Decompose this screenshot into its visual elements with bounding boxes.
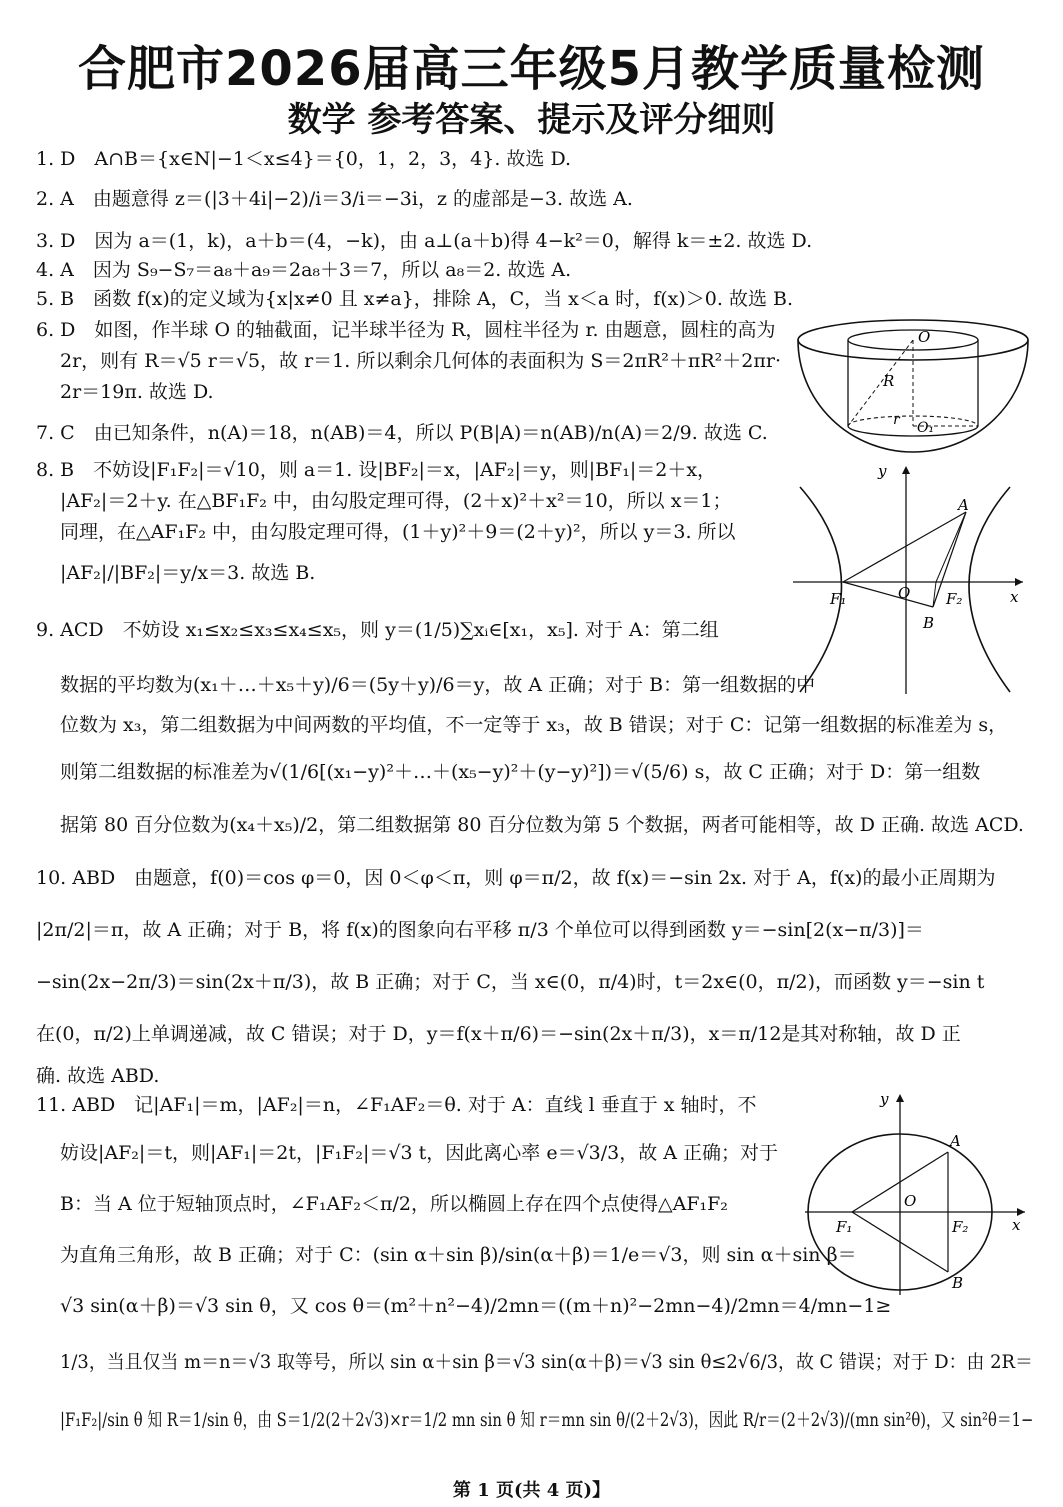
- answer-1: 1. D A∩B＝{x∈N|−1＜x≤4}＝{0，1，2，3，4}. 故选 D.: [36, 148, 572, 170]
- label-o: O: [918, 328, 931, 346]
- label-a: A: [950, 1132, 961, 1150]
- answer-10-cont: 确. 故选 ABD.: [36, 1065, 160, 1087]
- label-f2: F₂: [946, 590, 963, 608]
- answer-6-cont: 2r，则有 R＝√5 r＝√5，故 r＝1. 所以剩余几何体的表面积为 S＝2πR²＋πR²＋2πr·: [60, 350, 781, 372]
- label-x: x: [1010, 588, 1019, 606]
- label-f1: F₁: [830, 590, 847, 608]
- answer-4: 4. A 因为 S₉−S₇＝a₈＋a₉＝2a₈＋3＝7，所以 a₈＝2. 故选 A.: [36, 259, 572, 281]
- page-title: 合肥市2026届高三年级5月教学质量检测: [78, 41, 985, 97]
- answer-11-cont: B：当 A 位于短轴顶点时，∠F₁AF₂＜π/2，所以椭圆上存在四个点使得△AF₁F₂: [60, 1193, 728, 1215]
- label-o1: O₁: [917, 420, 935, 436]
- answer-10-cont: |2π/2|＝π，故 A 正确；对于 B，将 f(x)的图象向右平移 π/3 个单位可以得到函数 y＝−sin[2(x−π/3)]＝: [36, 919, 924, 941]
- answer-10-cont: −sin(2x−2π/3)＝sin(2x＋π/3)，故 B 正确；对于 C，当 x∈(0，π/4)时，t＝2x∈(0，π/2)，而函数 y＝−sin t: [36, 971, 985, 993]
- answer-3: 3. D 因为 a＝(1，k)，a＋b＝(4，−k)，由 a⊥(a＋b)得 4−k²＝0，解得 k＝±2. 故选 D.: [36, 230, 813, 252]
- answer-6: 6. D 如图，作半球 O 的轴截面，记半球半径为 R，圆柱半径为 r. 由题意，圆柱的高为: [36, 319, 776, 341]
- answer-5: 5. B 函数 f(x)的定义域为{x|x≠0 且 x≠a}，排除 A，C，当 x＜a 时，f(x)＞0. 故选 B.: [36, 288, 794, 310]
- answer-9-cont: 则第二组数据的标准差为√(1/6[(x₁−y)²＋…＋(x₅−y)²＋(y−y)²])＝√(5/6) s，故 C 正确；对于 D：第一组数: [60, 761, 981, 783]
- hyperbola-figure: [788, 462, 1028, 698]
- label-o: O: [898, 584, 911, 602]
- label-small-r: r: [893, 412, 900, 428]
- page-footer: 第 1 页(共 4 页)】: [452, 1480, 611, 1501]
- answer-11-cont: 妨设|AF₂|＝t，则|AF₁|＝2t，|F₁F₂|＝√3 t，因此离心率 e＝√3/3，故 A 正确；对于: [60, 1142, 779, 1164]
- ellipse-figure: [800, 1090, 1030, 1300]
- hemisphere-figure: [793, 318, 1033, 458]
- answer-7: 7. C 由已知条件，n(A)＝18，n(AB)＝4，所以 P(B|A)＝n(AB)/n(A)＝2/9. 故选 C.: [36, 422, 768, 444]
- label-y: y: [878, 462, 887, 480]
- label-y: y: [880, 1090, 889, 1108]
- answer-11-cont: √3 sin(α＋β)＝√3 sin θ，又 cos θ＝(m²＋n²−4)/2mn＝((m＋n)²−2mn−4)/2mn＝4/mn−1≥: [60, 1295, 892, 1317]
- answer-8-cont: |AF₂|＝2＋y. 在△BF₁F₂ 中，由勾股定理可得，(2＋x)²＋x²＝10，所以 x＝1；: [60, 490, 732, 512]
- answer-11-cont: 1/3，当且仅当 m＝n＝√3 取等号，所以 sin α＋sin β＝√3 sin(α＋β)＝√3 sin θ≤2√6/3，故 C 错误；对于 D：由 2R＝: [60, 1351, 1033, 1373]
- label-a: A: [958, 496, 969, 514]
- label-b: B: [923, 614, 935, 632]
- answer-10: 10. ABD 由题意，f(0)＝cos φ＝0，因 0＜φ＜π，则 φ＝π/2，故 f(x)＝−sin 2x. 对于 A，f(x)的最小正周期为: [36, 867, 996, 889]
- answer-9-cont: 据第 80 百分位数为(x₄＋x₅)/2，第二组数据第 80 百分位数为第 5 个数据，两者可能相等，故 D 正确. 故选 ACD.: [60, 814, 1024, 836]
- answer-8-cont: 同理，在△AF₁F₂ 中，由勾股定理可得，(1＋y)²＋9＝(2＋y)²，所以 y＝3. 所以: [60, 521, 736, 543]
- answer-10-cont: 在(0，π/2)上单调递减，故 C 错误；对于 D，y＝f(x＋π/6)＝−sin(2x＋π/3)，x＝π/12是其对称轴，故 D 正: [36, 1023, 961, 1045]
- answer-6-cont: 2r＝19π. 故选 D.: [60, 381, 214, 403]
- label-o: O: [904, 1192, 917, 1210]
- page-subtitle: 数学 参考答案、提示及评分细则: [287, 100, 776, 140]
- label-b: B: [952, 1274, 964, 1292]
- label-f2: F₂: [952, 1218, 969, 1236]
- answer-11-cont: 为直角三角形，故 B 正确；对于 C：(sin α＋sin β)/sin(α＋β)＝1/e＝√3，则 sin α＋sin β＝: [60, 1244, 857, 1266]
- label-f1: F₁: [836, 1218, 853, 1236]
- answer-8-cont: |AF₂|/|BF₂|＝y/x＝3. 故选 B.: [60, 562, 316, 584]
- label-big-r: R: [883, 372, 895, 390]
- answer-2: 2. A 由题意得 z＝(|3＋4i|−2)/i＝3/i＝−3i，z 的虚部是−3. 故选 A.: [36, 188, 633, 210]
- answer-8: 8. B 不妨设|F₁F₂|＝√10，则 a＝1. 设|BF₂|＝x，|AF₂|＝y，则|BF₁|＝2＋x，: [36, 459, 717, 481]
- answer-9: 9. ACD 不妨设 x₁≤x₂≤x₃≤x₄≤x₅，则 y＝(1/5)∑xᵢ∈[x₁，x₅]. 对于 A：第二组: [36, 619, 719, 641]
- answer-9-cont: 位数为 x₃，第二组数据为中间两数的平均值，不一定等于 x₃，故 B 错误；对于 C：记第一组数据的标准差为 s，: [60, 714, 1008, 736]
- label-x: x: [1012, 1216, 1021, 1234]
- answer-11: 11. ABD 记|AF₁|＝m，|AF₂|＝n，∠F₁AF₂＝θ. 对于 A：直线 l 垂直于 x 轴时，不: [36, 1094, 757, 1116]
- answer-9-cont: 数据的平均数为(x₁＋…＋x₅＋y)/6＝(5y＋y)/6＝y，故 A 正确；对于 B：第一组数据的中: [60, 674, 816, 696]
- answer-11-cont: |F₁F₂|/sin θ 知 R＝1/sin θ，由 S＝1/2(2＋2√3)×r＝1/2 mn sin θ 知 r＝mn sin θ/(2＋2√3)，因此 R/r＝(2＋2√3)/(mn sin²θ)，又 sin²θ＝1−: [60, 1409, 1034, 1431]
